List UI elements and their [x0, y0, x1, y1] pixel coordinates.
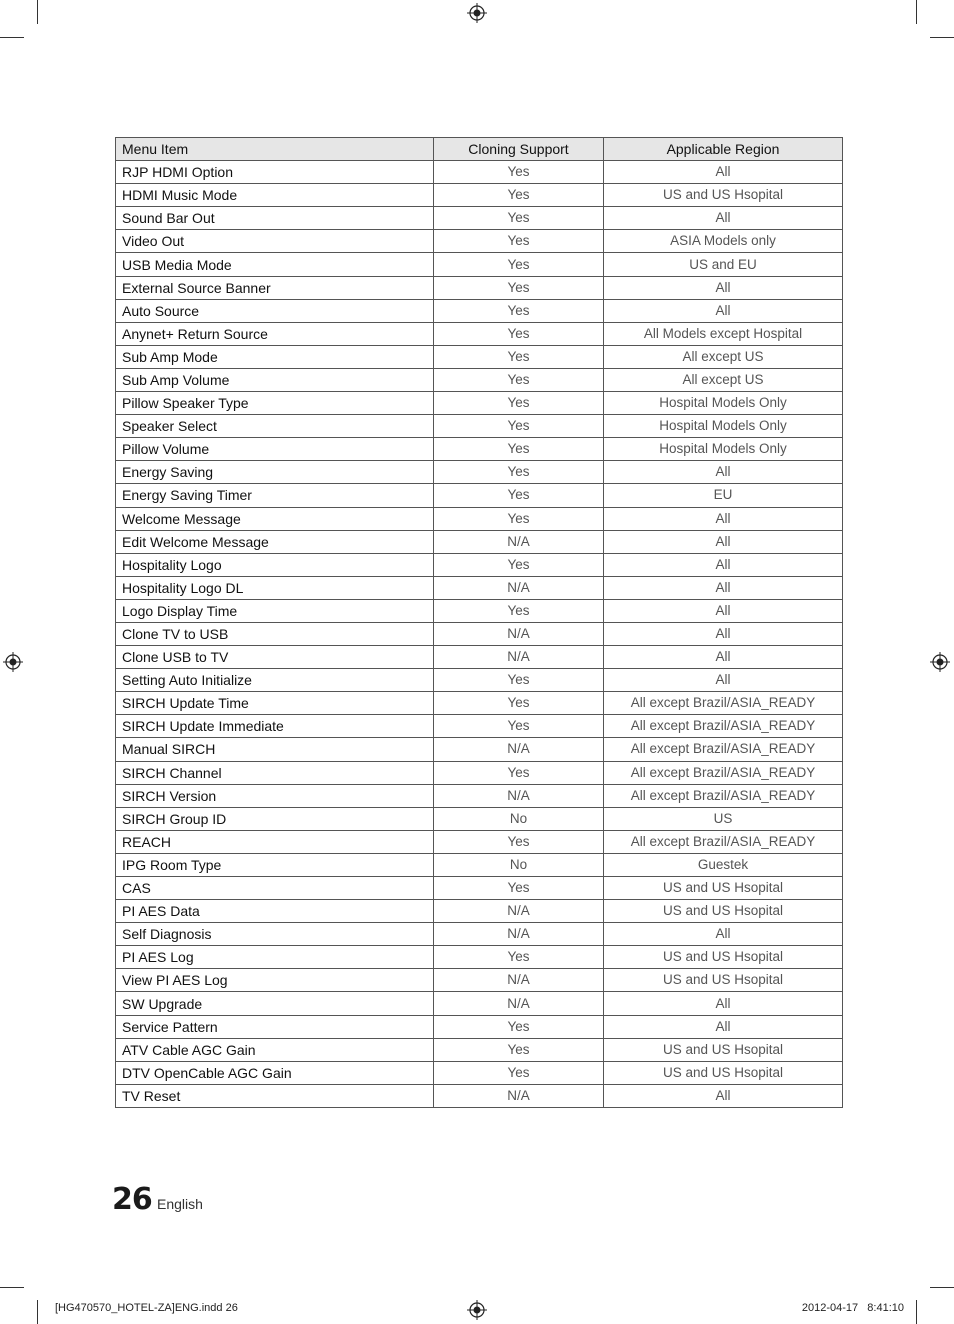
table-row: [116, 276, 843, 299]
cell-applicable-region: All: [604, 1084, 843, 1107]
cell-menu-item: PI AES Data: [116, 900, 434, 923]
cell-cloning-support: Yes: [434, 830, 604, 853]
registration-mark-icon: [467, 3, 487, 23]
cell-cloning-support: Yes: [434, 877, 604, 900]
table-row: [116, 853, 843, 876]
cell-menu-item: Speaker Select: [116, 415, 434, 438]
cell-cloning-support: Yes: [434, 184, 604, 207]
cell-applicable-region: US and EU: [604, 253, 843, 276]
cell-cloning-support: N/A: [434, 622, 604, 645]
table-row: [116, 1084, 843, 1107]
crop-mark-bottom-left-v: [37, 1300, 38, 1324]
cell-applicable-region: US and US Hsopital: [604, 1061, 843, 1084]
cell-menu-item: Video Out: [116, 230, 434, 253]
table-header-row: [116, 138, 843, 161]
table-row: [116, 207, 843, 230]
table-row: [116, 692, 843, 715]
cell-applicable-region: All: [604, 669, 843, 692]
cell-cloning-support: N/A: [434, 576, 604, 599]
cell-cloning-support: N/A: [434, 738, 604, 761]
cell-menu-item: Self Diagnosis: [116, 923, 434, 946]
cell-applicable-region: All: [604, 507, 843, 530]
table-row: [116, 923, 843, 946]
cell-applicable-region: US and US Hsopital: [604, 1038, 843, 1061]
table-row: [116, 946, 843, 969]
cell-cloning-support: Yes: [434, 507, 604, 530]
cell-menu-item: Energy Saving Timer: [116, 484, 434, 507]
cell-menu-item: Sub Amp Volume: [116, 368, 434, 391]
crop-mark-top-right-h: [930, 37, 954, 38]
table-row: [116, 507, 843, 530]
table-row: [116, 576, 843, 599]
crop-mark-top-right-v: [916, 0, 917, 24]
cell-applicable-region: All except Brazil/ASIA_READY: [604, 784, 843, 807]
registration-mark-icon: [467, 1300, 487, 1320]
cell-cloning-support: Yes: [434, 322, 604, 345]
cell-menu-item: CAS: [116, 877, 434, 900]
table-row: [116, 969, 843, 992]
registration-mark-icon: [930, 652, 950, 672]
cell-applicable-region: All except Brazil/ASIA_READY: [604, 830, 843, 853]
print-timestamp: 2012-04-17 8:41:10: [801, 1302, 904, 1314]
page-number: 26: [112, 1182, 152, 1217]
cell-menu-item: Pillow Speaker Type: [116, 392, 434, 415]
table-row: [116, 299, 843, 322]
table-body: [116, 161, 843, 1108]
cell-menu-item: Hospitality Logo: [116, 553, 434, 576]
cell-menu-item: View PI AES Log: [116, 969, 434, 992]
cell-menu-item: HDMI Music Mode: [116, 184, 434, 207]
header-applicable-region: Applicable Region: [604, 138, 843, 161]
table-row: [116, 1061, 843, 1084]
cell-applicable-region: All except Brazil/ASIA_READY: [604, 715, 843, 738]
cell-cloning-support: N/A: [434, 530, 604, 553]
cell-menu-item: Clone USB to TV: [116, 646, 434, 669]
cell-cloning-support: Yes: [434, 553, 604, 576]
crop-mark-top-left-v: [37, 0, 38, 24]
cell-menu-item: SW Upgrade: [116, 992, 434, 1015]
cell-applicable-region: Hospital Models Only: [604, 438, 843, 461]
cell-applicable-region: EU: [604, 484, 843, 507]
cell-cloning-support: Yes: [434, 392, 604, 415]
cell-applicable-region: All: [604, 530, 843, 553]
cell-menu-item: Service Pattern: [116, 1015, 434, 1038]
cell-applicable-region: All: [604, 1015, 843, 1038]
cell-menu-item: ATV Cable AGC Gain: [116, 1038, 434, 1061]
cell-menu-item: TV Reset: [116, 1084, 434, 1107]
table-row: [116, 877, 843, 900]
cell-applicable-region: All: [604, 161, 843, 184]
cell-applicable-region: All except US: [604, 345, 843, 368]
cell-cloning-support: Yes: [434, 415, 604, 438]
cell-menu-item: Energy Saving: [116, 461, 434, 484]
cell-applicable-region: All: [604, 923, 843, 946]
table-row: [116, 484, 843, 507]
table-row: [116, 761, 843, 784]
cell-menu-item: PI AES Log: [116, 946, 434, 969]
cell-applicable-region: All: [604, 576, 843, 599]
cell-menu-item: Sub Amp Mode: [116, 345, 434, 368]
table-row: [116, 738, 843, 761]
cell-applicable-region: All except Brazil/ASIA_READY: [604, 692, 843, 715]
cell-cloning-support: Yes: [434, 1015, 604, 1038]
cell-menu-item: REACH: [116, 830, 434, 853]
cell-applicable-region: Guestek: [604, 853, 843, 876]
cell-applicable-region: ASIA Models only: [604, 230, 843, 253]
cell-applicable-region: All: [604, 599, 843, 622]
cell-cloning-support: Yes: [434, 761, 604, 784]
cell-cloning-support: Yes: [434, 276, 604, 299]
table-row: [116, 161, 843, 184]
cell-applicable-region: Hospital Models Only: [604, 415, 843, 438]
cell-applicable-region: US and US Hsopital: [604, 184, 843, 207]
cell-cloning-support: Yes: [434, 299, 604, 322]
cell-cloning-support: No: [434, 807, 604, 830]
cell-applicable-region: All except Brazil/ASIA_READY: [604, 761, 843, 784]
table-row: [116, 253, 843, 276]
crop-mark-bottom-right-h: [930, 1287, 954, 1288]
cell-menu-item: Logo Display Time: [116, 599, 434, 622]
cell-menu-item: SIRCH Group ID: [116, 807, 434, 830]
cell-menu-item: Anynet+ Return Source: [116, 322, 434, 345]
table-row: [116, 345, 843, 368]
table-row: [116, 322, 843, 345]
table-row: [116, 368, 843, 391]
cell-menu-item: SIRCH Channel: [116, 761, 434, 784]
cell-applicable-region: All: [604, 207, 843, 230]
table-row: [116, 392, 843, 415]
cell-cloning-support: N/A: [434, 923, 604, 946]
cell-menu-item: External Source Banner: [116, 276, 434, 299]
table-row: [116, 669, 843, 692]
cell-cloning-support: Yes: [434, 1038, 604, 1061]
cell-menu-item: SIRCH Version: [116, 784, 434, 807]
print-file-name: [HG470570_HOTEL-ZA]ENG.indd 26: [55, 1302, 238, 1314]
cell-applicable-region: All: [604, 276, 843, 299]
table-row: [116, 622, 843, 645]
cell-menu-item: Sound Bar Out: [116, 207, 434, 230]
cell-applicable-region: US: [604, 807, 843, 830]
cell-cloning-support: N/A: [434, 784, 604, 807]
cell-applicable-region: All: [604, 992, 843, 1015]
table-row: [116, 807, 843, 830]
cell-cloning-support: Yes: [434, 692, 604, 715]
cell-menu-item: Manual SIRCH: [116, 738, 434, 761]
cell-menu-item: Clone TV to USB: [116, 622, 434, 645]
cell-applicable-region: All Models except Hospital: [604, 322, 843, 345]
cell-applicable-region: US and US Hsopital: [604, 900, 843, 923]
cell-menu-item: Setting Auto Initialize: [116, 669, 434, 692]
registration-mark-icon: [3, 652, 23, 672]
cell-cloning-support: No: [434, 853, 604, 876]
cell-menu-item: Pillow Volume: [116, 438, 434, 461]
cell-menu-item: DTV OpenCable AGC Gain: [116, 1061, 434, 1084]
table-row: [116, 438, 843, 461]
cell-cloning-support: Yes: [434, 599, 604, 622]
cloning-support-table: [115, 137, 843, 1108]
cell-cloning-support: Yes: [434, 368, 604, 391]
cell-cloning-support: Yes: [434, 1061, 604, 1084]
cell-applicable-region: All except Brazil/ASIA_READY: [604, 738, 843, 761]
cell-applicable-region: All: [604, 553, 843, 576]
table-row: [116, 1038, 843, 1061]
cell-applicable-region: Hospital Models Only: [604, 392, 843, 415]
cell-cloning-support: N/A: [434, 900, 604, 923]
header-cloning-support: Cloning Support: [434, 138, 604, 161]
cell-cloning-support: Yes: [434, 946, 604, 969]
table-row: [116, 415, 843, 438]
table-row: [116, 900, 843, 923]
cell-cloning-support: Yes: [434, 715, 604, 738]
header-menu-item: Menu Item: [116, 138, 434, 161]
cell-menu-item: Welcome Message: [116, 507, 434, 530]
cell-menu-item: SIRCH Update Immediate: [116, 715, 434, 738]
cell-applicable-region: All except US: [604, 368, 843, 391]
cell-cloning-support: Yes: [434, 461, 604, 484]
page-language: English: [157, 1196, 203, 1212]
table-row: [116, 599, 843, 622]
cell-applicable-region: All: [604, 622, 843, 645]
table-row: [116, 992, 843, 1015]
cell-menu-item: Hospitality Logo DL: [116, 576, 434, 599]
cell-menu-item: Auto Source: [116, 299, 434, 322]
cell-cloning-support: Yes: [434, 345, 604, 368]
table-row: [116, 461, 843, 484]
cell-menu-item: Edit Welcome Message: [116, 530, 434, 553]
cell-cloning-support: Yes: [434, 230, 604, 253]
cell-menu-item: RJP HDMI Option: [116, 161, 434, 184]
crop-mark-bottom-left-h: [0, 1287, 24, 1288]
cell-applicable-region: US and US Hsopital: [604, 969, 843, 992]
cell-applicable-region: US and US Hsopital: [604, 877, 843, 900]
crop-mark-bottom-right-v: [916, 1300, 917, 1324]
crop-mark-top-left-h: [0, 37, 24, 38]
cell-cloning-support: Yes: [434, 207, 604, 230]
cell-cloning-support: Yes: [434, 484, 604, 507]
cell-cloning-support: Yes: [434, 669, 604, 692]
cell-cloning-support: Yes: [434, 253, 604, 276]
table-row: [116, 230, 843, 253]
cell-cloning-support: Yes: [434, 161, 604, 184]
cell-menu-item: IPG Room Type: [116, 853, 434, 876]
cell-cloning-support: N/A: [434, 646, 604, 669]
table-row: [116, 715, 843, 738]
cell-applicable-region: All: [604, 461, 843, 484]
cell-cloning-support: N/A: [434, 992, 604, 1015]
cell-cloning-support: N/A: [434, 969, 604, 992]
table-row: [116, 553, 843, 576]
table-row: [116, 1015, 843, 1038]
cell-applicable-region: All: [604, 646, 843, 669]
table-row: [116, 830, 843, 853]
cell-cloning-support: N/A: [434, 1084, 604, 1107]
table-row: [116, 646, 843, 669]
table-row: [116, 184, 843, 207]
cell-applicable-region: All: [604, 299, 843, 322]
table-row: [116, 530, 843, 553]
table-row: [116, 784, 843, 807]
cell-applicable-region: US and US Hsopital: [604, 946, 843, 969]
cell-menu-item: USB Media Mode: [116, 253, 434, 276]
cell-cloning-support: Yes: [434, 438, 604, 461]
cell-menu-item: SIRCH Update Time: [116, 692, 434, 715]
